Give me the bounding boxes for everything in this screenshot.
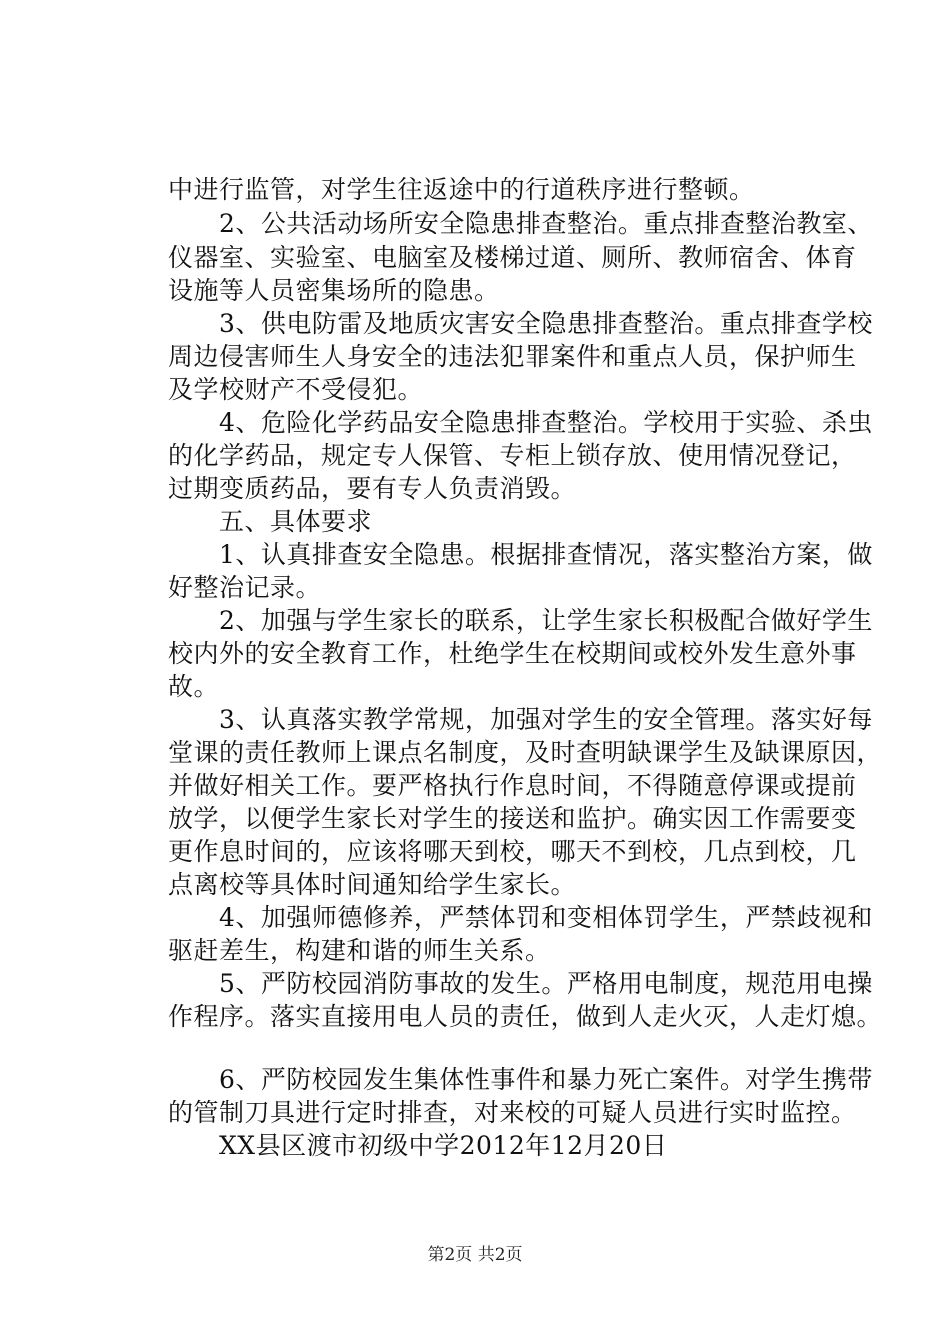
text-line: 并做好相关工作。要严格执行作息时间，不得随意停课或提前 [168,771,857,800]
text-line: 3、供电防雷及地质灾害安全隐患排查整治。重点排查学校 [219,309,873,338]
text-line: 设施等人员密集场所的隐患。 [168,276,500,305]
text-line: 堂课的责任教师上课点名制度，及时查明缺课学生及缺课原因， [168,738,883,767]
text-line: 2、公共活动场所安全隐患排查整治。重点排查整治教室、 [219,209,873,238]
text-line: 2、加强与学生家长的联系，让学生家长积极配合做好学生 [219,606,873,635]
text-line: 的管制刀具进行定时排查，对来校的可疑人员进行实时监控。 [168,1098,857,1127]
text-line: 3、认真落实教学常规，加强对学生的安全管理。落实好每 [219,705,873,734]
text-line: 4、危险化学药品安全隐患排查整治。学校用于实验、杀虫 [219,408,873,437]
text-line: 故。 [168,672,220,701]
text-line: 5、严防校园消防事故的发生。严格用电制度，规范用电操 [219,969,873,998]
text-line: 作程序。落实直接用电人员的责任，做到人走火灭，人走灯熄。 [168,1002,883,1031]
signature-line: XX县区渡市初级中学2012年12月20日 [219,1131,668,1160]
text-line: 周边侵害师生人身安全的违法犯罪案件和重点人员，保护师生 [168,342,857,371]
text-line: 的化学药品，规定专人保管、专柜上锁存放、使用情况登记， [168,441,857,470]
text-line: 放学，以便学生家长对学生的接送和监护。确实因工作需要变 [168,804,857,833]
text-line: 4、加强师德修养，严禁体罚和变相体罚学生，严禁歧视和 [219,903,873,932]
text-line: 1、认真排查安全隐患。根据排查情况，落实整治方案，做 [219,540,873,569]
text-line: 校内外的安全教育工作，杜绝学生在校期间或校外发生意外事 [168,639,857,668]
text-line: 更作息时间的，应该将哪天到校，哪天不到校，几点到校，几 [168,837,857,866]
text-line: 过期变质药品，要有专人负责消毁。 [168,474,577,503]
page-number-footer: 第2页 共2页 [427,1245,523,1265]
text-line: 好整治记录。 [168,573,322,602]
text-line: 中进行监管，对学生往返途中的行道秩序进行整顿。 [168,175,755,204]
text-line: 仪器室、实验室、电脑室及楼梯过道、厕所、教师宿舍、体育 [168,243,857,272]
text-line: 及学校财产不受侵犯。 [168,375,424,404]
text-line: 驱赶差生，构建和谐的师生关系。 [168,936,551,965]
text-line: 6、严防校园发生集体性事件和暴力死亡案件。对学生携带 [219,1065,873,1094]
section-heading: 五、具体要求 [219,507,373,536]
text-line: 点离校等具体时间通知给学生家长。 [168,870,577,899]
